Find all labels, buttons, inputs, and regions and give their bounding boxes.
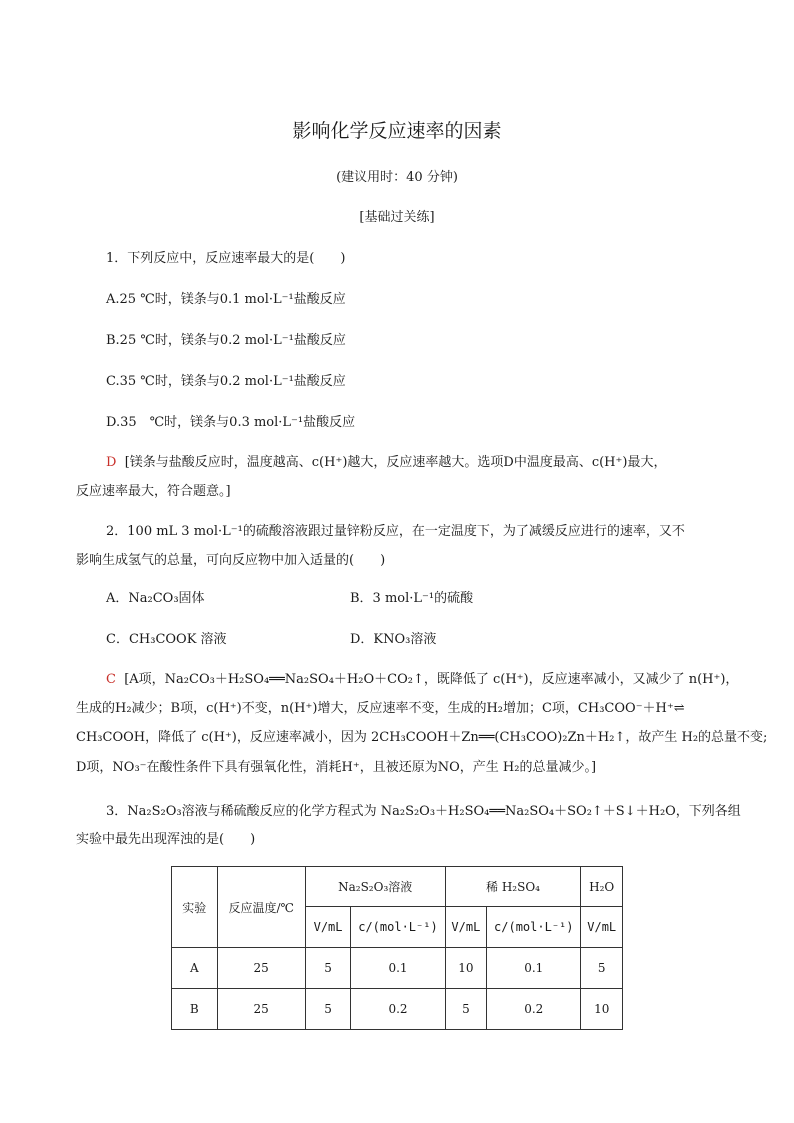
- cell-experiment: B: [172, 989, 218, 1030]
- q2-stem-line2: 影响生成氢气的总量，可向反应物中加入适量的( ): [76, 553, 386, 568]
- cell-na-conc: 0.2: [351, 989, 445, 1030]
- cell-h2so4-volume: 10: [445, 948, 487, 989]
- q1-answer-text1: [镁条与盐酸反应时，温度越高、c(H⁺)越大，反应速率越大。选项D中温度最高、c(H⁺)最大，: [124, 455, 667, 470]
- table-row: [172, 948, 623, 989]
- q2-answer-text1: [A项，Na₂CO₃＋H₂SO₄══Na₂SO₄＋H₂O＋CO₂↑，既降低了 c(H⁺)，反应速率减小，又减少了 n(H⁺)，: [124, 672, 739, 687]
- q1-answer-letter: D: [106, 455, 117, 470]
- th-h2o: H₂O: [581, 867, 623, 907]
- q2-option-a: A．Na₂CO₃固体: [106, 591, 205, 606]
- cell-temperature: 25: [217, 989, 305, 1030]
- q1-option-b: B.25 ℃时，镁条与0.2 mol·L⁻¹盐酸反应: [106, 333, 346, 348]
- q2-answer-line4: D项，NO₃⁻在酸性条件下具有强氧化性，消耗H⁺，且被还原为NO，产生 H₂的总量减少。]: [76, 760, 597, 775]
- th-experiment: 实验: [172, 867, 218, 948]
- experiment-table: [171, 866, 623, 1030]
- th-sub-volume: V/mL: [445, 907, 487, 948]
- th-sub-volume: V/mL: [581, 907, 623, 948]
- q1-option-a: A.25 ℃时，镁条与0.1 mol·L⁻¹盐酸反应: [106, 292, 346, 307]
- th-na2s2o3: Na₂S₂O₃溶液: [305, 867, 445, 907]
- section-label: [基础过关练]: [359, 210, 435, 225]
- page-title: 影响化学反应速率的因素: [292, 120, 502, 142]
- th-sub-volume: V/mL: [305, 907, 351, 948]
- cell-h2so4-conc: 0.1: [487, 948, 581, 989]
- cell-temperature: 25: [217, 948, 305, 989]
- q2-answer-letter: C: [106, 672, 116, 687]
- cell-na-volume: 5: [305, 989, 351, 1030]
- cell-na-volume: 5: [305, 948, 351, 989]
- cell-h2so4-conc: 0.2: [487, 989, 581, 1030]
- q2-answer-line1: [106, 668, 738, 687]
- q2-answer-line2: 生成的H₂减少；B项，c(H⁺)不变，n(H⁺)增大，反应速率不变，生成的H₂增加；C项，CH₃COO⁻＋H⁺⇌: [76, 701, 685, 716]
- table-row: [172, 989, 623, 1030]
- q1-option-d: D.35 ℃时，镁条与0.3 mol·L⁻¹盐酸反应: [106, 415, 356, 430]
- th-h2so4: 稀 H₂SO₄: [445, 867, 581, 907]
- time-hint: (建议用时：40 分钟): [336, 170, 458, 185]
- cell-h2o-volume: 5: [581, 948, 623, 989]
- q2-answer-line3: CH₃COOH，降低了 c(H⁺)，反应速率减小，因为 2CH₃COOH＋Zn══(CH₃COO)₂Zn＋H₂↑，故产生 H₂的总量不变;: [76, 730, 768, 745]
- q1-answer-line2: 反应速率最大，符合题意。]: [76, 484, 231, 499]
- th-sub-conc: c/(mol·L⁻¹): [487, 907, 581, 948]
- q2-option-b: B．3 mol·L⁻¹的硫酸: [350, 591, 474, 606]
- cell-experiment: A: [172, 948, 218, 989]
- q2-option-d: D．KNO₃溶液: [350, 632, 437, 647]
- th-sub-conc: c/(mol·L⁻¹): [351, 907, 445, 948]
- q1-option-c: C.35 ℃时，镁条与0.2 mol·L⁻¹盐酸反应: [106, 374, 346, 389]
- q2-stem-line1: 2．100 mL 3 mol·L⁻¹的硫酸溶液跟过量锌粉反应，在一定温度下，为了减缓反应进行的速率，又不: [106, 524, 685, 539]
- cell-h2so4-volume: 5: [445, 989, 487, 1030]
- q2-option-c: C．CH₃COOK 溶液: [106, 632, 227, 647]
- q1-answer-line1: [106, 451, 726, 470]
- q1-stem: 1．下列反应中，反应速率最大的是( ): [106, 251, 346, 266]
- q3-stem-line1: 3．Na₂S₂O₃溶液与稀硫酸反应的化学方程式为 Na₂S₂O₃＋H₂SO₄══Na₂SO₄＋SO₂↑＋S↓＋H₂O，下列各组: [106, 804, 741, 819]
- cell-h2o-volume: 10: [581, 989, 623, 1030]
- cell-na-conc: 0.1: [351, 948, 445, 989]
- q3-stem-line2: 实验中最先出现浑浊的是( ): [76, 832, 256, 847]
- th-temperature: 反应温度/℃: [217, 867, 305, 948]
